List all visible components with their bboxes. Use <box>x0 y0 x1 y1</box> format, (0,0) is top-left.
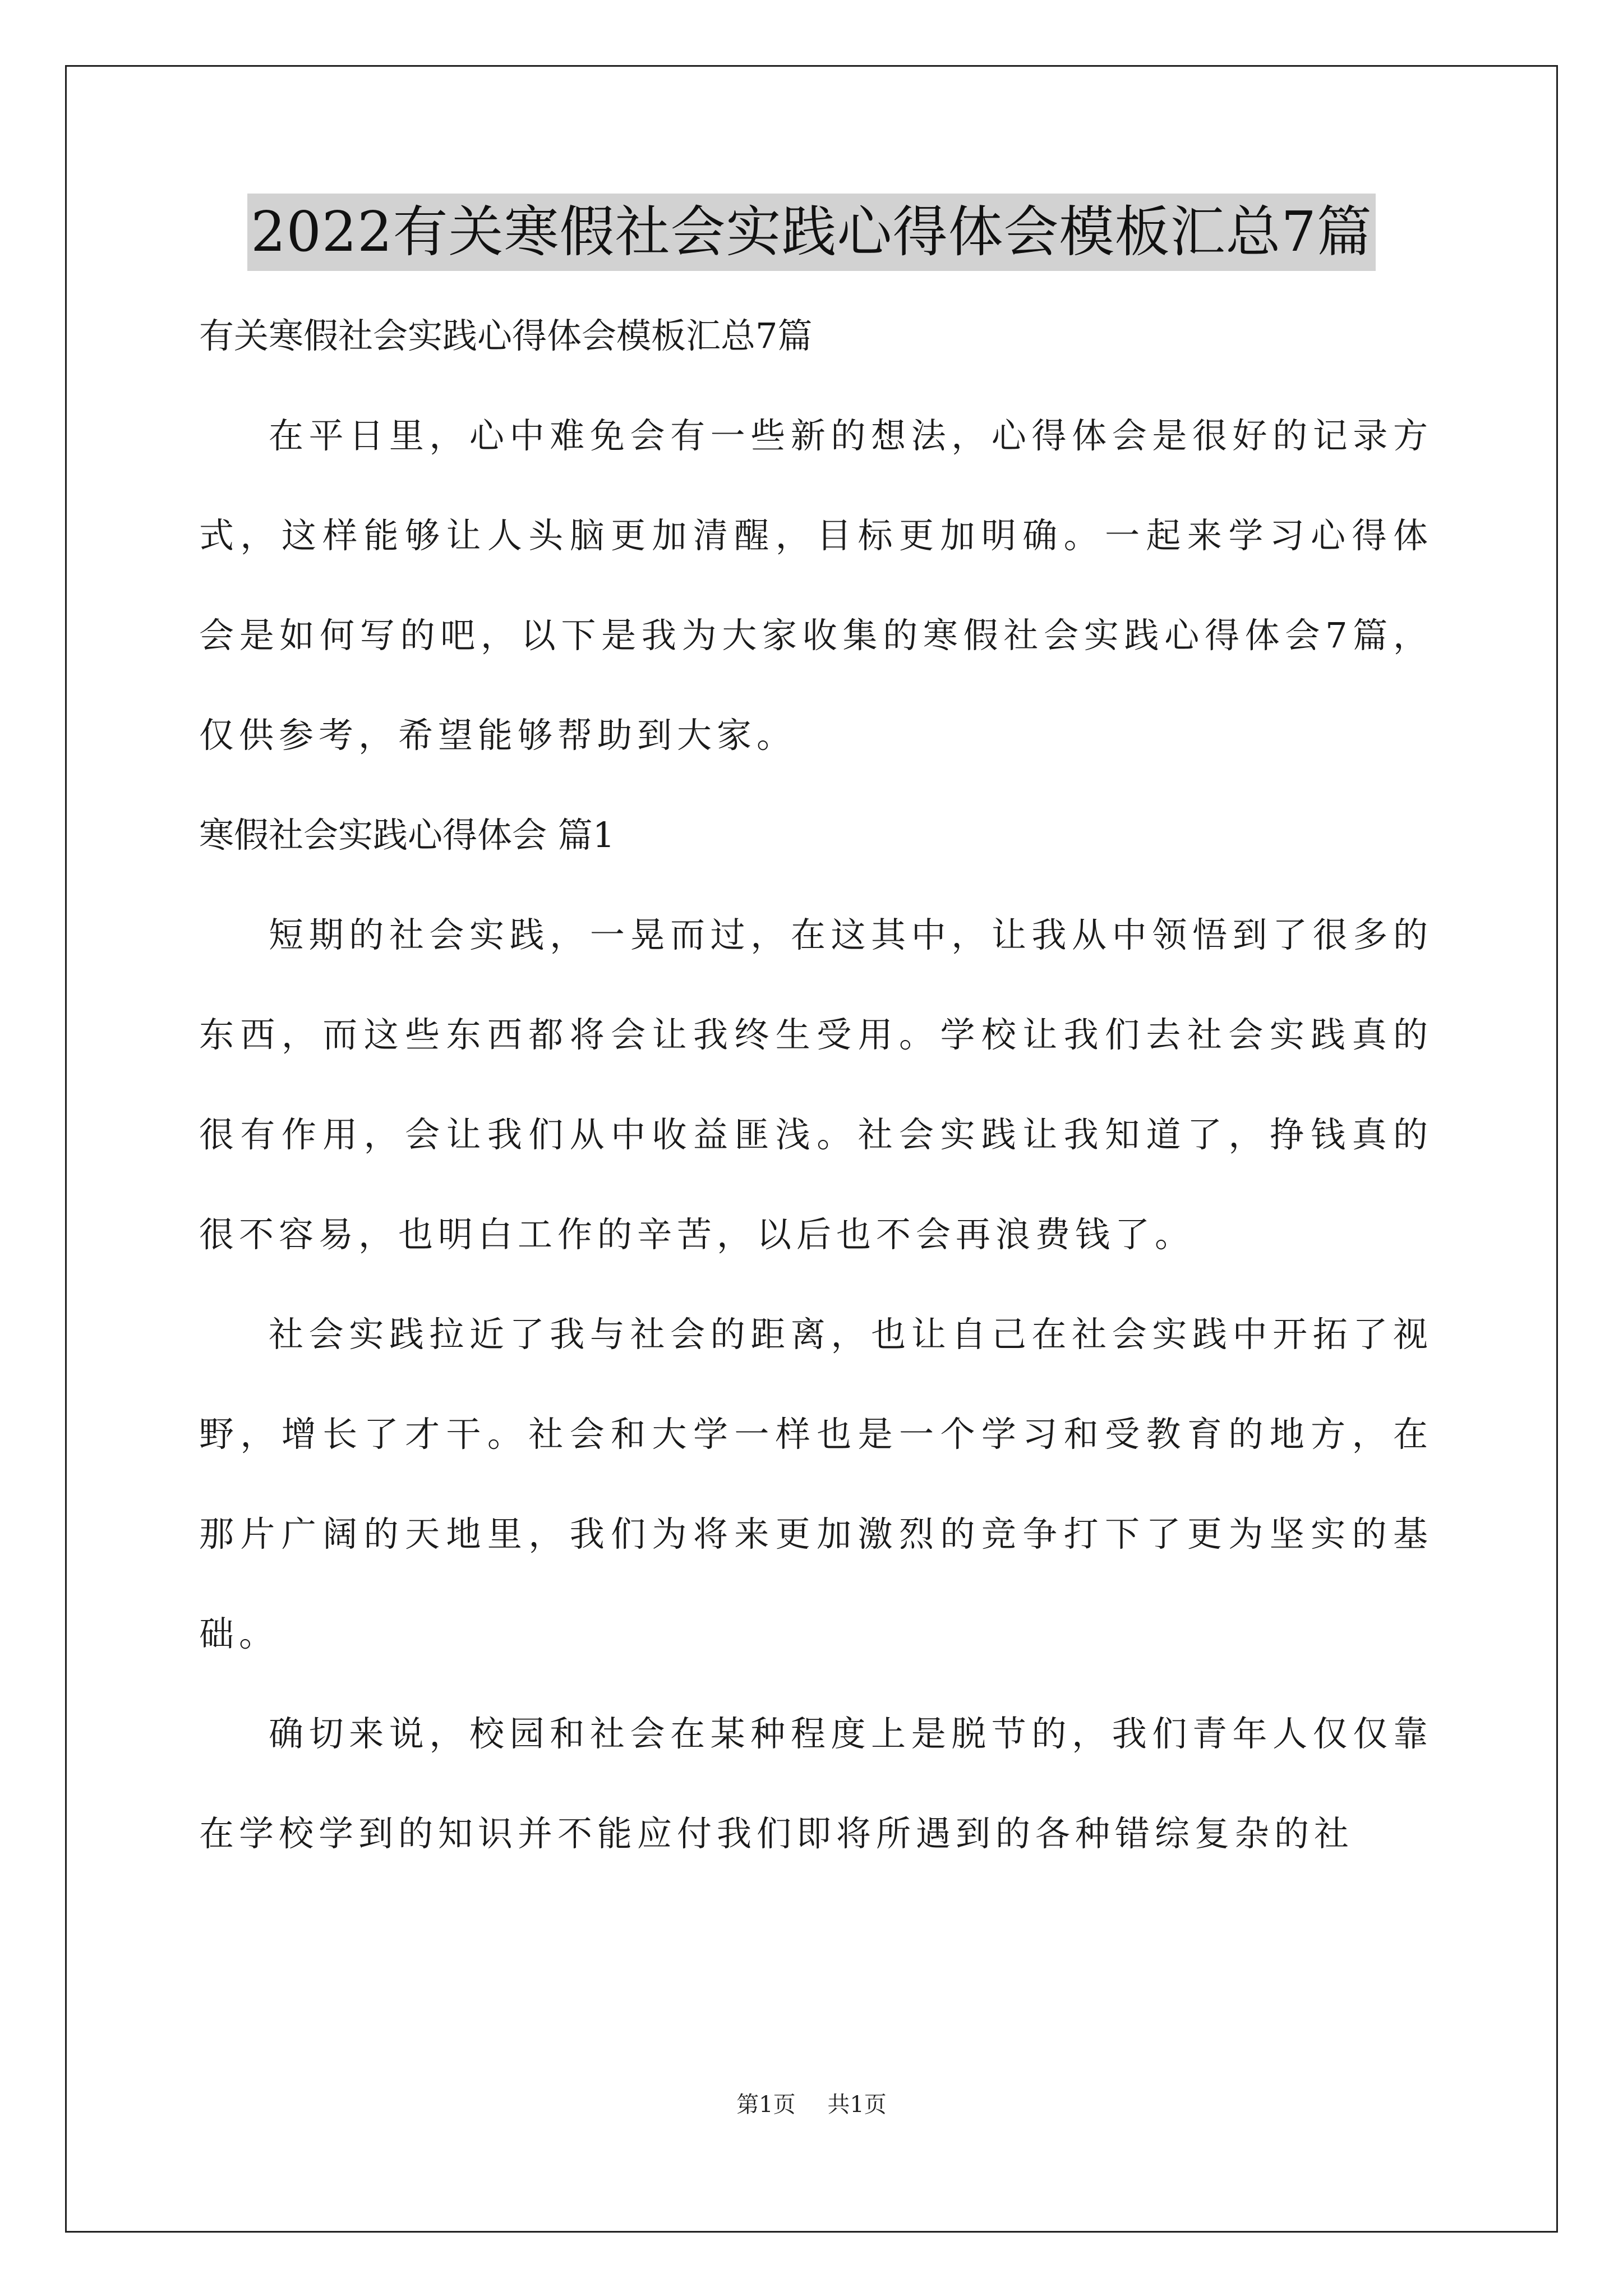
page-footer <box>0 2087 1623 2119</box>
body-paragraph-2: 社会实践拉近了我与社会的距离，也让自己在社会实践中开拓了视野，增长了才干。社会和大学一样也是一个学习和受教育的地方，在那片广阔的天地里，我们为将来更加激烈的竞争打下了更为坚实的基础。 <box>199 1314 1433 1654</box>
page-number: 第1页 <box>736 2092 796 2118</box>
document-subtitle: 有关寒假社会实践心得体会模板汇总7篇 <box>199 315 813 356</box>
section-heading: 寒假社会实践心得体会 篇1 <box>199 815 615 855</box>
page-total: 共1页 <box>827 2092 887 2118</box>
intro-paragraph: 在平日里，心中难免会有一些新的想法，心得体会是很好的记录方式，这样能够让人头脑更加清醒，目标更加明确。一起来学习心得体会是如何写的吧，以下是我为大家收集的寒假社会实践心得体会7篇，仅供参考，希望能够帮助到大家。 <box>199 415 1433 756</box>
document-body <box>199 286 1433 1884</box>
body-paragraph-1: 短期的社会实践，一晃而过，在这其中，让我从中领悟到了很多的东西，而这些东西都将会让我终生受用。学校让我们去社会实践真的很有作用，会让我们从中收益匪浅。社会实践让我知道了，挣钱真的很不容易，也明白工作的辛苦，以后也不会再浪费钱了。 <box>199 914 1433 1255</box>
title-wrapper <box>0 194 1623 271</box>
body-paragraph-3: 确切来说，校园和社会在某种程度上是脱节的，我们青年人仅仅靠在学校学到的知识并不能应付我们即将所遇到的各种错综复杂的社 <box>199 1713 1433 1854</box>
document-title: 2022有关寒假社会实践心得体会模板汇总7篇 <box>247 194 1376 271</box>
